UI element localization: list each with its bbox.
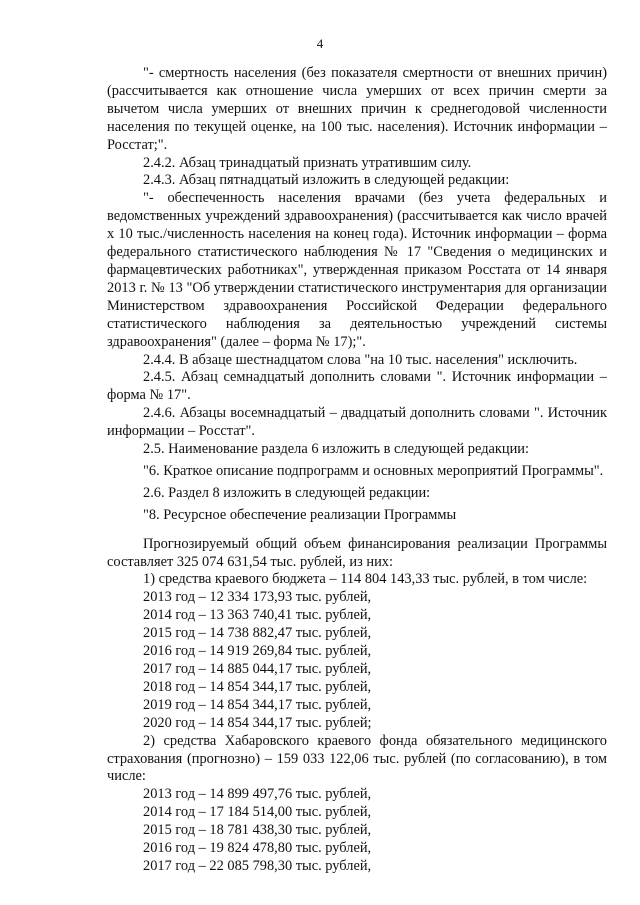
paragraph-2-4-4: 2.4.4. В абзаце шестнадцатом слова "на 10 тыс. населения" исключить. xyxy=(143,351,578,368)
fund-years-list xyxy=(107,786,607,876)
paragraph-doctors-provision: "- обеспеченность населения врачами (без учета федеральных и ведомственных учреждений здравоохранения) (рассчитывается как число врачей х 10 тыс./численность населения на конец года). Источник информации – форма федерального статистического наблюдения № 17 "Сведения о медицинских и фармацевтических работниках", утвержденная приказом Росстата от 14 января 2013 г. № 13 "Об утверждении статистического инструментария для организации Министерством здравоохранения Российской Федерации федерального статистического наблюдения за деятельностью учреждений системы здравоохранения" (далее – форма № 17);". xyxy=(107,190,607,350)
paragraph-2-4-5: 2.4.5. Абзац семнадцатый дополнить словами ". Источник информации – форма № 17". xyxy=(107,369,607,404)
list-item: 2014 год – 13 363 740,41 тыс. рублей, xyxy=(143,607,372,624)
list-item: 2016 год – 14 919 269,84 тыс. рублей, xyxy=(143,643,372,660)
paragraph-total-funding: Прогнозируемый общий объем финансирования реализации Программы составляет 325 074 631,54 тыс. рублей, из них: xyxy=(107,535,607,570)
list-item: 2015 год – 18 781 438,30 тыс. рублей, xyxy=(143,822,372,839)
list-item: 2020 год – 14 854 344,17 тыс. рублей; xyxy=(143,714,372,731)
paragraph-oms-fund: 2) средства Хабаровского краевого фонда обязательного медицинского страхования (прогнозно) – 159 033 122,06 тыс. рублей (по согласованию), в том числе: xyxy=(107,732,607,785)
paragraph-section-6-title: "6. Краткое описание подпрограмм и основных мероприятий Программы". xyxy=(143,462,604,479)
page-number: 4 xyxy=(316,36,324,51)
list-item: 2013 год – 14 899 497,76 тыс. рублей, xyxy=(143,786,372,803)
list-item: 2018 год – 14 854 344,17 тыс. рублей, xyxy=(143,678,372,695)
list-item: 2015 год – 14 738 882,47 тыс. рублей, xyxy=(143,625,372,642)
list-item: 2014 год – 17 184 514,00 тыс. рублей, xyxy=(143,804,372,821)
list-item: 2013 год – 12 334 173,93 тыс. рублей, xyxy=(143,589,372,606)
paragraph-2-5: 2.5. Наименование раздела 6 изложить в следующей редакции: xyxy=(143,441,529,458)
paragraph-2-4-6: 2.4.6. Абзацы восемнадцатый – двадцатый дополнить словами ". Источник информации – Росстат". xyxy=(107,405,607,440)
paragraph-2-4-3: 2.4.3. Абзац пятнадцатый изложить в следующей редакции: xyxy=(143,172,510,189)
list-item: 2017 год – 22 085 798,30 тыс. рублей, xyxy=(143,857,372,874)
paragraph-2-4-2: 2.4.2. Абзац тринадцатый признать утратившим силу. xyxy=(143,154,472,171)
paragraph-2-6: 2.6. Раздел 8 изложить в следующей редакции: xyxy=(143,484,431,501)
list-item: 2019 год – 14 854 344,17 тыс. рублей, xyxy=(143,696,372,713)
list-item: 2016 год – 19 824 478,80 тыс. рублей, xyxy=(143,840,372,857)
paragraph-mortality-definition: "- смертность населения (без показателя смертности от внешних причин) (рассчитывается как отношение числа умерших от всех причин смерти за вычетом числа умерших от внешних причин к среднегодовой численности населения по текущей оценке, на 100 тыс. населения). Источник информации – Росстат;". xyxy=(107,65,607,153)
regional-budget-years-list xyxy=(107,589,607,732)
paragraph-regional-budget: 1) средства краевого бюджета – 114 804 143,33 тыс. рублей, в том числе: xyxy=(143,571,588,588)
section-8-heading: "8. Ресурсное обеспечение реализации Программы xyxy=(143,506,457,523)
list-item: 2017 год – 14 885 044,17 тыс. рублей, xyxy=(143,661,372,677)
document-body xyxy=(107,65,607,876)
